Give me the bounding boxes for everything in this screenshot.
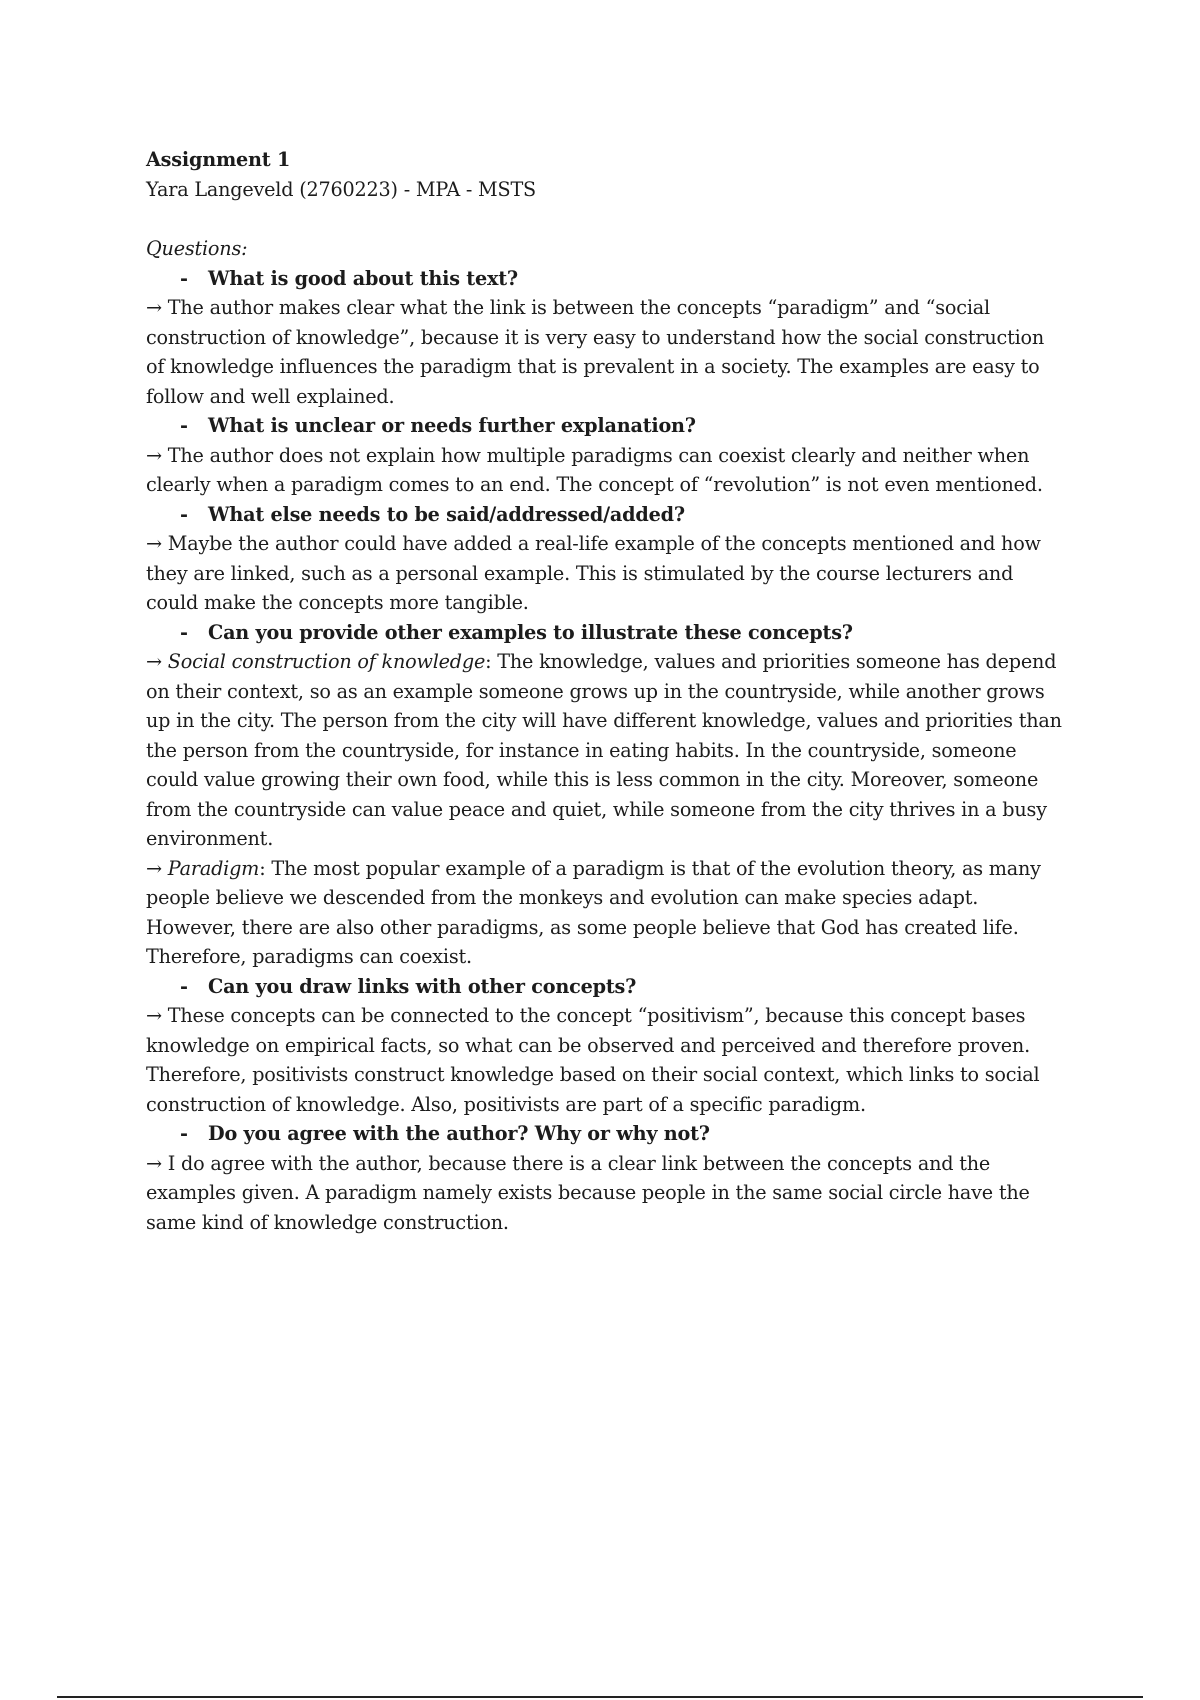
answer-paragraph [146,1001,1066,1119]
question-item [146,411,1066,441]
bullet-dash: - [180,620,188,644]
arrow-marker: → [146,532,168,555]
arrow-marker: → [146,296,168,319]
answer-text: The author makes clear what the link is between the concepts “paradigm” and “social construction of knowledge”, because it is very easy to understand how the social construction of knowledge influences the paradigm that is prevalent in a society. The examples are easy to follow and well explained. [146,296,1045,408]
answer-paragraph [146,1149,1066,1238]
answer-paragraph [146,441,1066,500]
arrow-marker: → [146,650,168,673]
answer-paragraph [146,293,1066,411]
answer-paragraph [146,854,1066,972]
question-item [146,264,1066,294]
question-text: Can you draw links with other concepts? [208,974,637,998]
answer-paragraph [146,647,1066,854]
question-item [146,500,1066,530]
footer-rule [57,1696,1143,1698]
arrow-marker: → [146,1004,168,1027]
concept-term: Social construction of knowledge [167,650,486,673]
question-text: What else needs to be said/addressed/added? [208,502,685,526]
answer-text: : The knowledge, values and priorities someone has depend on their context, so as an example someone grows up in the countryside, while another grows up in the city. The person from the city will have different knowledge, values and priorities than the person from the countryside, for instance in eating habits. In the countryside, someone could value growing their own food, while this is less common in the city. Moreover, someone from the countryside can value peace and quiet, while someone from the city thrives in a busy environment. [146,650,1062,850]
question-text: Can you provide other examples to illustrate these concepts? [208,620,853,644]
question-text: What is unclear or needs further explanation? [208,414,696,437]
author-line: Yara Langeveld (2760223) - MPA - MSTS [146,177,536,201]
question-text: What is good about this text? [208,266,518,290]
question-item [146,1119,1066,1149]
document-title: Assignment 1 [146,148,291,171]
answer-text: The author does not explain how multiple paradigms can coexist clearly and neither when clearly when a paradigm comes to an end. The concept of “revolution” is not even mentioned. [146,443,1043,496]
question-text: Do you agree with the author? Why or why not? [208,1122,710,1145]
arrow-marker: → [146,856,168,880]
bullet-dash: - [180,502,188,526]
arrow-marker: → [146,443,168,467]
question-item [146,618,1066,648]
answer-text: Maybe the author could have added a real-life example of the concepts mentioned and how they are linked, such as a personal example. This is stimulated by the course lecturers and could make the concepts more tangible. [146,532,1041,614]
concept-term: Paradigm [167,856,260,880]
bullet-dash: - [180,974,188,998]
arrow-marker: → [146,1151,168,1175]
question-item [146,972,1066,1002]
answer-text: : The most popular example of a paradigm is that of the evolution theory, as many people believe we descended from the monkeys and evolution can make species adapt. However, there are also other paradigms, as some people believe that God has created life. Therefore, paradigms can coexist. [146,856,1041,968]
bullet-dash: - [180,414,188,437]
bullet-dash: - [180,266,188,290]
bullet-dash: - [180,1122,188,1145]
questions-label: Questions: [146,237,248,260]
answer-text: I do agree with the author, because there is a clear link between the concepts and the examples given. A paradigm namely exists because people in the same social circle have the same kind of knowledge construction. [146,1151,1030,1234]
qa-list [146,264,1066,1238]
answer-paragraph [146,529,1066,618]
document-body [146,145,1066,1237]
answer-text: These concepts can be connected to the concept “positivism”, because this concept bases knowledge on empirical facts, so what can be observed and perceived and therefore proven. Therefore, positivists construct knowledge based on their social context, which links to social construction of knowledge. Also, positivists are part of a specific paradigm. [146,1004,1040,1116]
